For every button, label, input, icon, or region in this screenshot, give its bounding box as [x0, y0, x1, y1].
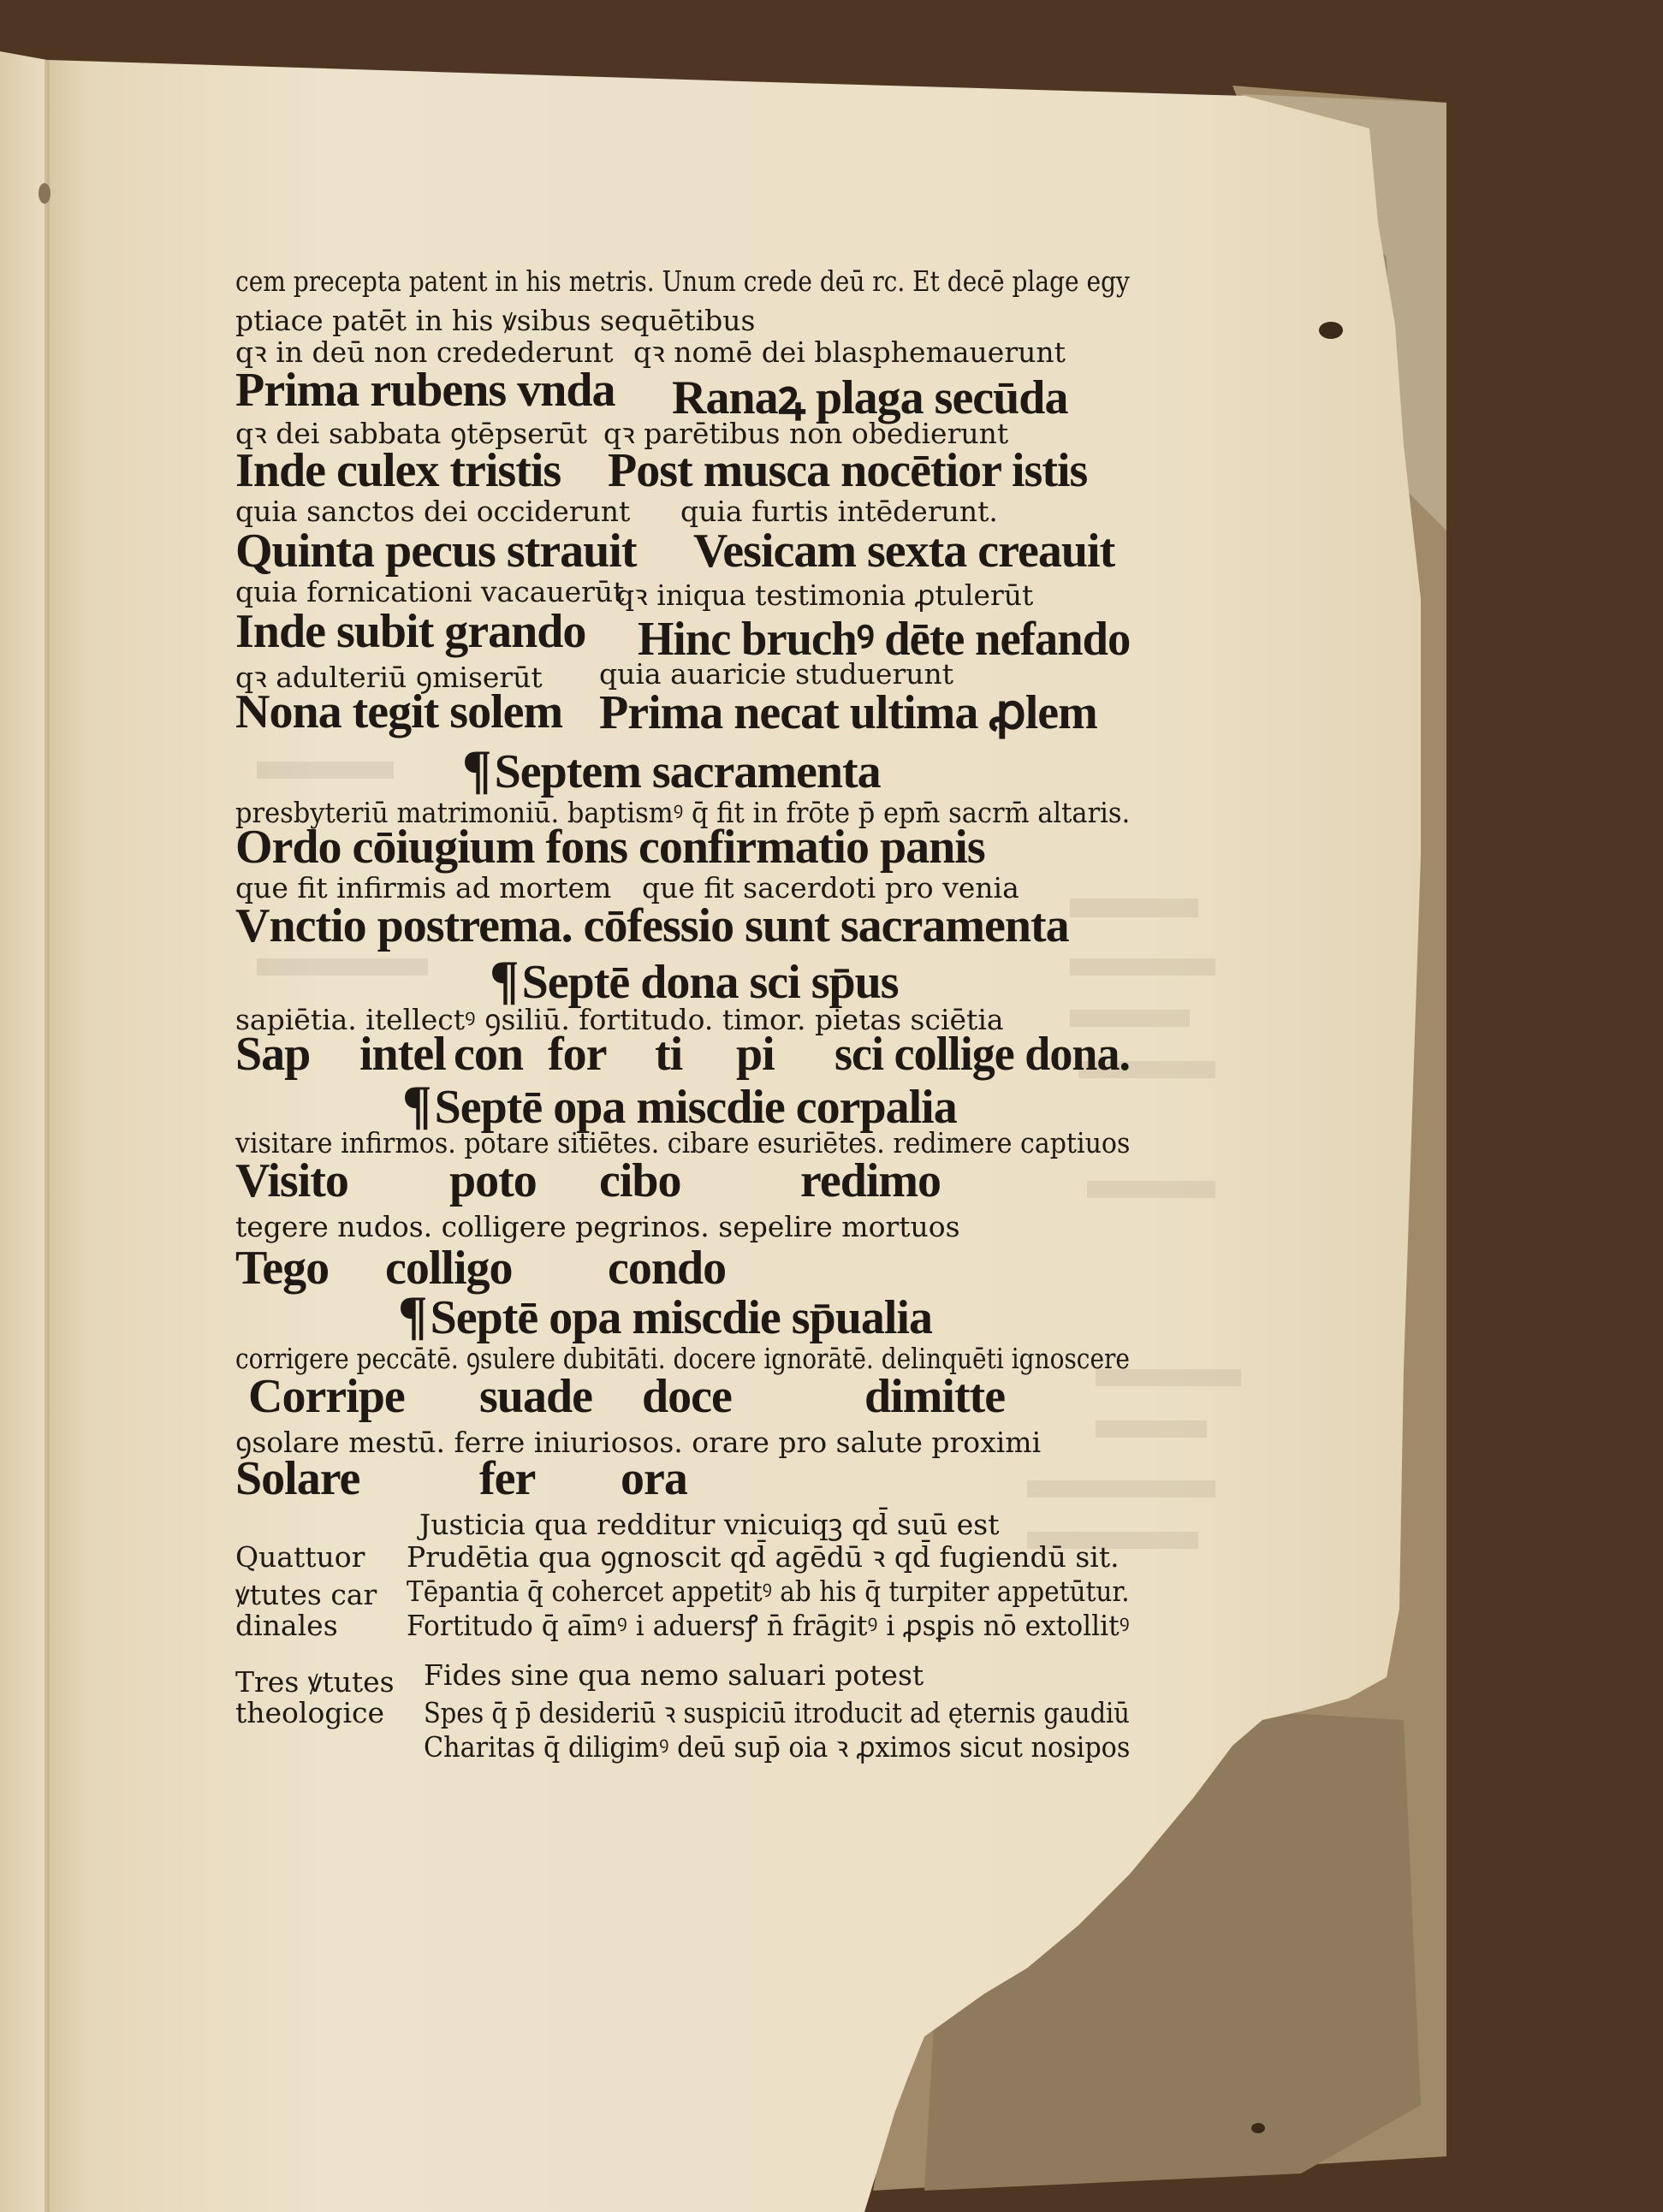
- verse-word-condo: condo: [608, 1242, 727, 1295]
- text-line-02: ptiace patēt in his ꝟsibus sequētibus: [235, 304, 756, 337]
- verse-word-pi: pi: [736, 1028, 775, 1081]
- verse-line-12a: Nona tegit solem: [235, 685, 563, 738]
- heading-opera-spiritualia: [398, 1284, 932, 1347]
- verse-word-corripe: Corripe: [248, 1370, 405, 1423]
- text-line-16b: que fit sacerdoti pro venia: [642, 871, 1019, 904]
- verse-line-17: Vnctio postrema. cōfessio sunt sacramenta: [235, 899, 1069, 952]
- verse-word-ti: ti: [655, 1028, 683, 1081]
- binding-hole: [39, 183, 50, 204]
- verse-word-doce: doce: [642, 1370, 732, 1423]
- pilcrow-mark: ¶: [402, 1074, 431, 1135]
- verse-line-04a: Prima rubens vnda: [235, 364, 615, 417]
- heading-text: Septē opa miscdie corpalia: [434, 1081, 957, 1134]
- verse-word-colligo: colligo: [385, 1242, 513, 1295]
- verse-line-04b: Ranaꝝ plaga secūda: [672, 371, 1068, 424]
- tiny-hole: [1251, 2123, 1265, 2133]
- virtue-fortitudo: Fortitudo q̄ aīmꝰ i aduersꝭ n̄ frāgitꝰ i ꝓsꝑis nō extollitꝰ: [407, 1609, 1130, 1642]
- verse-word-sci: sci collige dona.: [834, 1028, 1131, 1081]
- left-facing-page: [0, 51, 47, 2212]
- text-line-24: tegere nudos. colligere pegrinos. sepelire mortuos: [235, 1210, 960, 1243]
- text-line-09a: quia fornicationi vacauerūt: [235, 575, 625, 608]
- text-line-05b: qꝛ parētibus non obedierunt: [603, 417, 1009, 450]
- text-line-11b: quia auaricie studuerunt: [599, 657, 953, 691]
- verse-word-for: for: [548, 1028, 607, 1081]
- heading-septem-sacramenta: [462, 738, 881, 801]
- verse-word-cibo: cibo: [599, 1154, 681, 1207]
- virtue-spes: Spes q̄ p̄ desideriū ꝛ suspiciū itroducit ad ęternis gaudiū: [424, 1696, 1130, 1729]
- gutter-shadow: [45, 60, 50, 2212]
- verse-word-poto: poto: [449, 1154, 537, 1207]
- verse-word-solare: Solare: [235, 1452, 360, 1505]
- verse-line-10b: Hinc bruchꝰ dēte nefando: [638, 613, 1131, 666]
- virtue-fides: Fides sine qua nemo saluari potest: [424, 1658, 924, 1692]
- label-quattuor: Quattuor: [235, 1540, 365, 1574]
- text-line-27: corrigere peccātē. ꝯsulere dubitāti. docere ignorātē. delinquēti ignoscere: [235, 1342, 1130, 1375]
- virtue-charitas: Charitas q̄ diligimꝰ deū sup̄ oia ꝛ ꝓximos sicut nosipos: [424, 1730, 1131, 1764]
- text-line-05a: qꝛ dei sabbata ꝯtēpserūt: [235, 417, 587, 450]
- virtue-temperantia: Tēpantia q̄ cohercet appetitꝰ ab his q̄ turpiter appetūtur.: [407, 1574, 1130, 1608]
- heading-text: Septē dona sci sp̄us: [521, 956, 899, 1009]
- label-tres-virtutes: Tres ꝟtutes: [235, 1665, 395, 1699]
- verse-line-06a: Inde culex tristis: [235, 444, 561, 497]
- verse-word-suade: suade: [479, 1370, 592, 1423]
- text-line-11a: qꝛ adulteriū ꝯmiserūt: [235, 661, 543, 694]
- text-line-29: ꝯsolare mestū. ferre iniuriosos. orare pro salute proximi: [235, 1426, 1042, 1459]
- pilcrow-mark: ¶: [490, 949, 519, 1010]
- virtue-justicia: Justicia qua redditur vnicuiqꝫ qd̄ suū est: [419, 1508, 1000, 1541]
- worm-hole: [1319, 322, 1343, 339]
- text-line-01: cem precepta patent in his metris. Unum crede deū rc. Et decē plage egy: [235, 264, 1130, 298]
- pilcrow-mark: ¶: [398, 1284, 427, 1345]
- verse-word-ora: ora: [621, 1452, 687, 1505]
- virtue-prudentia: Prudētia qua ꝯgnoscit qd̄ agēdū ꝛ qd̄ fugiendū sit.: [407, 1540, 1120, 1574]
- text-line-22: visitare infirmos. potare sitiētes. cibare esuriētes. redimere captiuos: [235, 1126, 1131, 1159]
- text-line-14: presbyteriū matrimoniū. baptismꝰ q̄ fit in frōte p̄ epm̄ sacrm̄ altaris.: [235, 796, 1131, 829]
- verse-line-08b: Vesicam sexta creauit: [693, 525, 1115, 578]
- verse-word-fer: fer: [479, 1452, 536, 1505]
- verse-word-intel: intel: [359, 1028, 446, 1081]
- verse-word-tego: Tego: [235, 1242, 330, 1295]
- label-theologice: theologice: [235, 1696, 385, 1729]
- label-dinales: dinales: [235, 1609, 338, 1642]
- verse-line-15: Ordo cōiugium fons confirmatio panis: [235, 821, 985, 874]
- verse-line-08a: Quinta pecus strauit: [235, 525, 637, 578]
- verse-line-12b: Prima necat ultima ꝓlem: [599, 686, 1097, 739]
- verse-word-visito: Visito: [235, 1154, 348, 1207]
- label-virtutes-car: ꝟtutes car: [235, 1578, 377, 1611]
- pilcrow-mark: ¶: [462, 738, 491, 799]
- verse-word-dimitte: dimitte: [864, 1370, 1006, 1423]
- text-line-19: sapiētia. itellectꝰ ꝯsiliū. fortitudo. timor. pietas sciētia: [235, 1003, 1004, 1036]
- text-line-07b: quia furtis intēderunt.: [680, 495, 998, 528]
- verse-word-sap: Sap: [235, 1028, 311, 1081]
- verse-line-10a: Inde subit grando: [235, 605, 586, 658]
- heading-text: Septem sacramenta: [494, 745, 881, 798]
- text-line-07a: quia sanctos dei occiderunt: [235, 495, 631, 528]
- text-line-09b: qꝛ iniqua testimonia ꝓtulerūt: [616, 578, 1034, 612]
- text-line-03a: qꝛ in deū non credederunt: [235, 335, 614, 369]
- text-line-16a: que fit infirmis ad mortem: [235, 871, 612, 904]
- text-line-03b: qꝛ nomē dei blasphemauerunt: [633, 335, 1066, 369]
- verse-line-06b: Post musca nocētior istis: [608, 444, 1088, 497]
- heading-text: Septē opa miscdie sp̄ualia: [430, 1291, 932, 1344]
- verse-word-redimo: redimo: [800, 1154, 941, 1207]
- verse-word-con: con: [454, 1028, 523, 1081]
